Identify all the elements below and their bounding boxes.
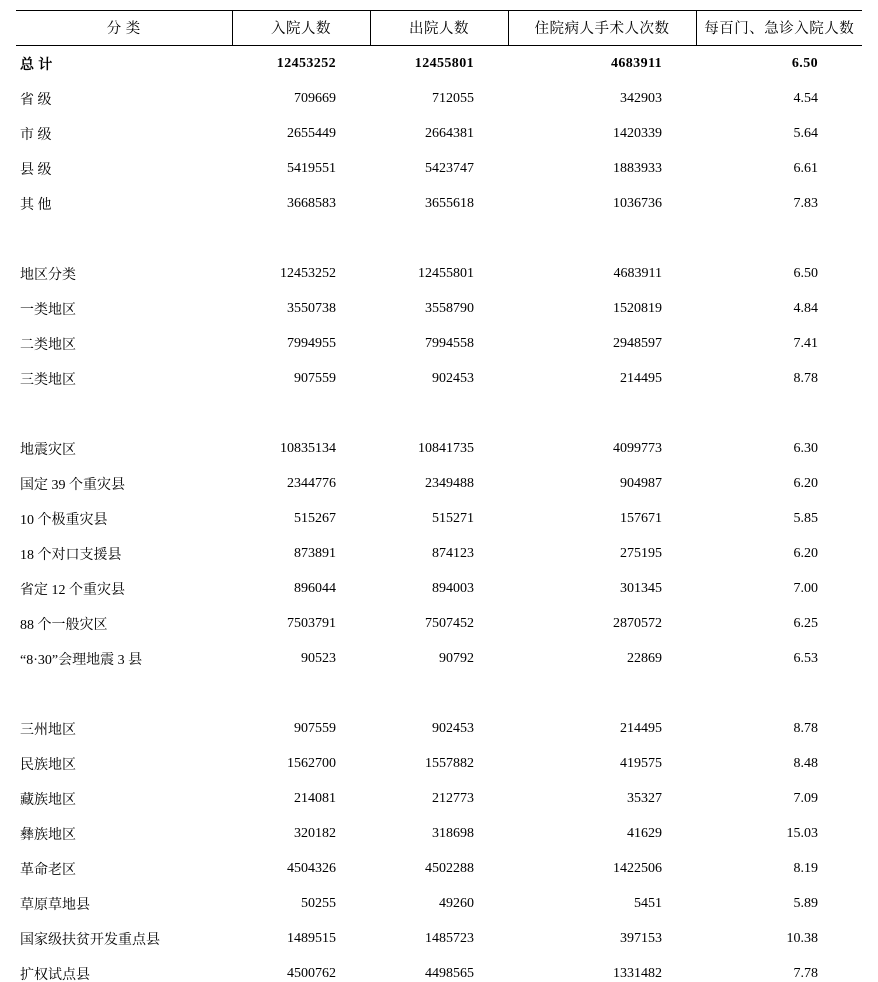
table-spacer-row <box>16 221 862 256</box>
column-header-surgeries: 住院病人手术人次数 <box>508 11 696 46</box>
row-value: 6.53 <box>793 650 818 666</box>
table-row <box>16 361 862 396</box>
row-value: 12453252 <box>280 265 336 281</box>
statistics-table <box>16 10 862 982</box>
row-value: 7.41 <box>793 335 818 351</box>
column-header-admissions-per-hundred: 每百门、急诊入院人数 <box>696 11 862 46</box>
row-value: 212773 <box>432 790 474 806</box>
row-value: 419575 <box>620 755 662 771</box>
row-value <box>232 676 370 711</box>
header-row <box>16 11 862 46</box>
row-value: 907559 <box>294 720 336 736</box>
row-value: 1036736 <box>613 195 662 211</box>
column-header-category: 分 类 <box>16 11 232 46</box>
row-value <box>696 396 862 431</box>
row-value: 8.78 <box>793 370 818 386</box>
row-value: 5451 <box>634 895 662 911</box>
row-label: 民族地区 <box>20 757 76 773</box>
row-value: 4.84 <box>793 300 818 316</box>
row-value: 1562700 <box>287 755 336 771</box>
row-value: 1883933 <box>613 160 662 176</box>
table-row <box>16 46 862 82</box>
row-value: 7.83 <box>793 195 818 211</box>
table-spacer-row <box>16 396 862 431</box>
row-value: 320182 <box>294 825 336 841</box>
table-row <box>16 606 862 641</box>
row-value: 4683911 <box>610 55 662 71</box>
row-value: 12455801 <box>418 265 474 281</box>
row-value <box>696 676 862 711</box>
row-label: 省 级 <box>20 92 52 108</box>
row-value: 6.20 <box>793 475 818 491</box>
row-value: 8.78 <box>793 720 818 736</box>
row-value: 2349488 <box>425 475 474 491</box>
row-value: 5.89 <box>793 895 818 911</box>
table-row <box>16 781 862 816</box>
row-value: 6.30 <box>793 440 818 456</box>
row-value: 4498565 <box>425 965 474 981</box>
row-value: 5.85 <box>793 510 818 526</box>
column-header-discharges: 出院人数 <box>370 11 508 46</box>
row-label: 18 个对口支援县 <box>20 547 122 563</box>
table-row <box>16 291 862 326</box>
top-spacer <box>0 0 878 6</box>
row-value: 6.50 <box>793 265 818 281</box>
row-value: 874123 <box>432 545 474 561</box>
table-row <box>16 466 862 501</box>
row-value: 1422506 <box>613 860 662 876</box>
row-label: 地区分类 <box>20 267 76 283</box>
row-value: 342903 <box>620 90 662 106</box>
row-value: 902453 <box>432 720 474 736</box>
row-value: 4504326 <box>287 860 336 876</box>
row-label: 草原草地县 <box>20 897 90 913</box>
row-value: 157671 <box>620 510 662 526</box>
row-value <box>232 396 370 431</box>
column-header-admissions: 入院人数 <box>232 11 370 46</box>
table-row <box>16 116 862 151</box>
table-row <box>16 571 862 606</box>
row-value: 214495 <box>620 370 662 386</box>
row-value: 318698 <box>432 825 474 841</box>
row-value <box>370 396 508 431</box>
table-row <box>16 256 862 291</box>
row-label: 国定 39 个重灾县 <box>20 477 125 493</box>
row-label: 88 个一般灾区 <box>20 617 108 633</box>
table-row <box>16 816 862 851</box>
row-value: 8.48 <box>793 755 818 771</box>
table-body <box>16 46 862 982</box>
row-value: 4099773 <box>613 440 662 456</box>
row-value: 3550738 <box>287 300 336 316</box>
row-value: 709669 <box>294 90 336 106</box>
table-row <box>16 641 862 676</box>
row-value: 4683911 <box>613 265 662 281</box>
row-value: 15.03 <box>786 825 818 841</box>
row-value: 5.64 <box>793 125 818 141</box>
row-value: 4.54 <box>793 90 818 106</box>
row-value: 275195 <box>620 545 662 561</box>
row-value: 8.19 <box>793 860 818 876</box>
table-row <box>16 711 862 746</box>
row-label: 三类地区 <box>20 372 76 388</box>
row-value <box>370 676 508 711</box>
row-label <box>16 396 232 431</box>
row-label: “8·30”会理地震 3 县 <box>20 652 143 668</box>
row-value: 1331482 <box>613 965 662 981</box>
row-value: 7994955 <box>287 335 336 351</box>
row-value: 41629 <box>627 825 662 841</box>
row-value: 6.50 <box>791 55 818 71</box>
row-label: 市 级 <box>20 127 52 143</box>
row-value: 7507452 <box>425 615 474 631</box>
row-value: 515271 <box>432 510 474 526</box>
row-value: 7503791 <box>287 615 336 631</box>
row-value: 2664381 <box>425 125 474 141</box>
row-value: 10841735 <box>418 440 474 456</box>
row-value: 712055 <box>432 90 474 106</box>
table-row <box>16 501 862 536</box>
table-row <box>16 326 862 361</box>
row-value: 12455801 <box>414 55 474 71</box>
row-label: 革命老区 <box>20 862 76 878</box>
row-label: 国家级扶贫开发重点县 <box>20 932 160 948</box>
row-value <box>232 221 370 256</box>
row-value: 4500762 <box>287 965 336 981</box>
row-label: 三州地区 <box>20 722 76 738</box>
row-value: 214495 <box>620 720 662 736</box>
row-value: 2655449 <box>287 125 336 141</box>
row-label: 县 级 <box>20 162 52 178</box>
row-value: 301345 <box>620 580 662 596</box>
row-value: 7.09 <box>793 790 818 806</box>
row-value: 397153 <box>620 930 662 946</box>
row-value: 35327 <box>627 790 662 806</box>
row-label: 地震灾区 <box>20 442 76 458</box>
row-value: 894003 <box>432 580 474 596</box>
row-value: 2948597 <box>613 335 662 351</box>
row-value <box>508 396 696 431</box>
row-value: 3655618 <box>425 195 474 211</box>
row-label <box>16 676 232 711</box>
row-value: 5423747 <box>425 160 474 176</box>
row-value: 896044 <box>294 580 336 596</box>
table-row <box>16 746 862 781</box>
table-row <box>16 956 862 982</box>
row-value: 4502288 <box>425 860 474 876</box>
row-value: 3558790 <box>425 300 474 316</box>
row-value: 2870572 <box>613 615 662 631</box>
table-row <box>16 851 862 886</box>
row-value: 1485723 <box>425 930 474 946</box>
row-value: 6.20 <box>793 545 818 561</box>
table-row <box>16 151 862 186</box>
row-value: 214081 <box>294 790 336 806</box>
row-value <box>508 676 696 711</box>
row-label <box>16 221 232 256</box>
row-label: 一类地区 <box>20 302 76 318</box>
row-value <box>696 221 862 256</box>
row-value: 7.78 <box>793 965 818 981</box>
row-label: 其 他 <box>20 197 52 213</box>
row-label: 总 计 <box>20 57 53 73</box>
row-value: 22869 <box>627 650 662 666</box>
row-value: 49260 <box>439 895 474 911</box>
row-label: 10 个极重灾县 <box>20 512 108 528</box>
row-value: 6.25 <box>793 615 818 631</box>
row-value: 515267 <box>294 510 336 526</box>
row-value: 10835134 <box>280 440 336 456</box>
table-row <box>16 431 862 466</box>
row-value: 3668583 <box>287 195 336 211</box>
row-value: 7.00 <box>793 580 818 596</box>
table-row <box>16 81 862 116</box>
row-label: 二类地区 <box>20 337 76 353</box>
row-label: 彝族地区 <box>20 827 76 843</box>
row-label: 藏族地区 <box>20 792 76 808</box>
row-value: 5419551 <box>287 160 336 176</box>
row-value: 50255 <box>301 895 336 911</box>
row-value: 1520819 <box>613 300 662 316</box>
row-value: 12453252 <box>276 55 336 71</box>
row-value: 902453 <box>432 370 474 386</box>
table-header <box>16 11 862 46</box>
table-row <box>16 186 862 221</box>
row-value: 10.38 <box>786 930 818 946</box>
row-value: 90523 <box>301 650 336 666</box>
row-value <box>370 221 508 256</box>
row-value <box>508 221 696 256</box>
table-row <box>16 536 862 571</box>
table-row <box>16 886 862 921</box>
row-value: 1557882 <box>425 755 474 771</box>
row-value: 7994558 <box>425 335 474 351</box>
row-value: 907559 <box>294 370 336 386</box>
row-value: 6.61 <box>793 160 818 176</box>
row-label: 省定 12 个重灾县 <box>20 582 125 598</box>
row-value: 90792 <box>439 650 474 666</box>
table-spacer-row <box>16 676 862 711</box>
row-value: 2344776 <box>287 475 336 491</box>
table-row <box>16 921 862 956</box>
row-value: 1420339 <box>613 125 662 141</box>
row-value: 873891 <box>294 545 336 561</box>
row-value: 904987 <box>620 475 662 491</box>
row-value: 1489515 <box>287 930 336 946</box>
row-label: 扩权试点县 <box>20 967 90 982</box>
